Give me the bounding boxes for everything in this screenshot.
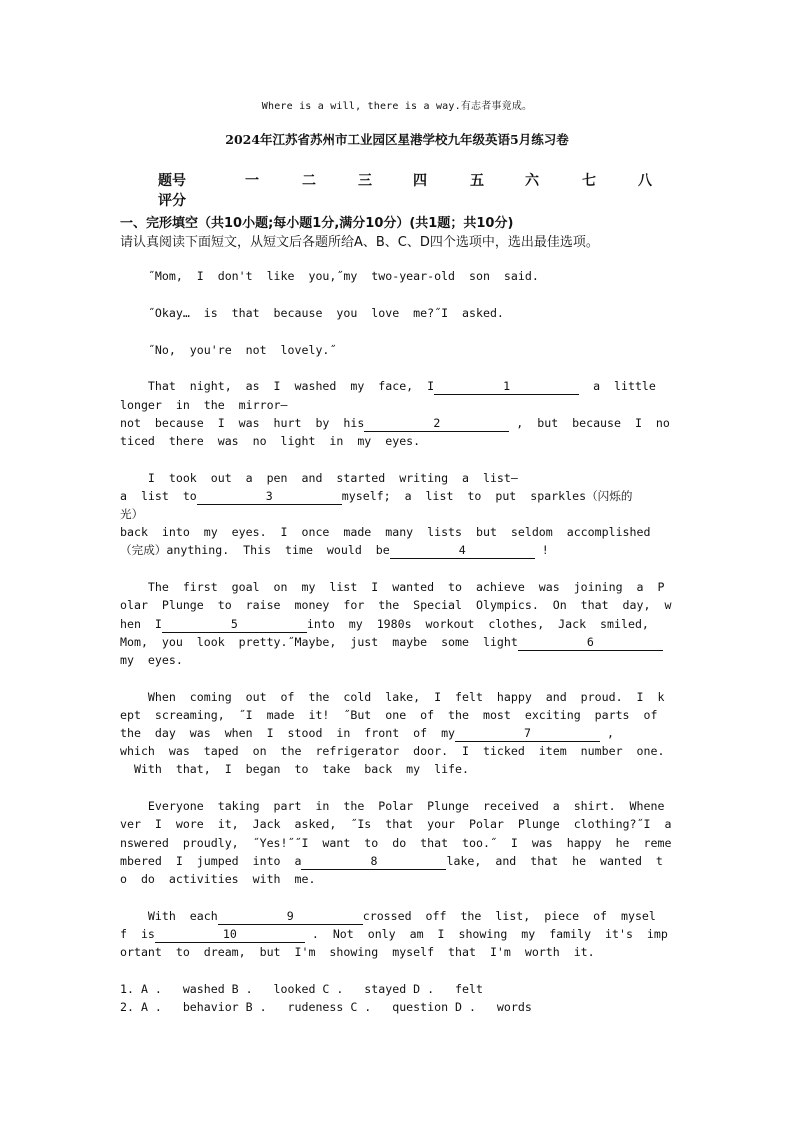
score-col-5: 五 — [470, 173, 484, 189]
score-col-7: 七 — [582, 173, 596, 189]
score-col-8: 八 — [638, 173, 652, 189]
blank-2[interactable]: 2 — [364, 416, 509, 432]
passage-line: Everyone taking part in the Polar Plunge received a shirt. Whene — [120, 799, 665, 813]
passage-line: Mom, you look pretty.˝Maybe, just maybe some light 6 — [120, 633, 676, 651]
score-table-header — [158, 170, 678, 190]
passage-line: （完成）anything. This time would be 4 ! — [120, 543, 549, 557]
blank-9[interactable]: 9 — [218, 909, 363, 925]
passage-line: hen I 5 into my 1980s workout clothes, Jack smiled, — [120, 617, 649, 631]
question-1-options: 1. A . washed B . looked C . stayed D . felt — [120, 982, 483, 996]
blank-7[interactable]: 7 — [455, 726, 600, 742]
motto-header: Where is a will, there is a way.有志者事竟成。 — [261, 101, 533, 112]
passage-line: mbered I jumped into a 8 lake, and that he wanted t — [120, 854, 663, 868]
passage-line: olar Plunge to raise money for the Special Olympics. On that day, w — [120, 598, 672, 612]
passage-line: ˝No, you're not lovely.˝ — [120, 343, 337, 357]
passage-line: back into my eyes. I once made many lists but seldom accomplished — [120, 525, 651, 539]
passage-line: ˝Mom, I don't like you,˝my two-year-old son said. — [120, 269, 539, 283]
passage-line: ortant to dream, but I'm showing myself that I'm worth it. — [120, 945, 595, 959]
passage-line: the day was when I stood in front of my 7 , — [120, 726, 615, 740]
passage-line: The first goal on my list I wanted to achieve was joining a P — [120, 580, 665, 594]
blank-1[interactable]: 1 — [434, 379, 579, 395]
passage-line: When coming out of the cold lake, I felt happy and proud. I k — [120, 690, 665, 704]
passage-line: nswered proudly, ˝Yes!˝˝I want to do that too.˝ I was happy he reme — [120, 836, 672, 850]
blank-6[interactable]: 6 — [518, 635, 663, 651]
score-col-2: 二 — [302, 173, 316, 189]
score-col-6: 六 — [525, 173, 539, 189]
score-col-1: 一 — [245, 173, 259, 189]
section-instruction: 请认真阅读下面短文，从短文后各题所给A、B、C、D四个选项中，选出最佳选项。 — [120, 235, 599, 250]
passage-line: ver I wore it, Jack asked, ˝Is that your Polar Plunge clothing?˝I a — [120, 817, 672, 831]
passage-line: I took out a pen and started writing a list— — [120, 471, 518, 485]
question-2-options: 2. A . behavior B . rudeness C . question D . words — [120, 1000, 532, 1014]
blank-3[interactable]: 3 — [197, 489, 342, 505]
score-row-label: 题号 — [158, 173, 186, 189]
passage-line: not because I was hurt by his 2 , but because I no — [120, 416, 670, 430]
blank-8[interactable]: 8 — [301, 854, 446, 870]
blank-10[interactable]: 10 — [155, 927, 305, 943]
passage-line: With that, I began to take back my life. — [120, 762, 470, 776]
blank-4[interactable]: 4 — [390, 543, 535, 559]
passage-line: That night, as I washed my face, I 1 a little — [120, 379, 656, 393]
passage-line: my eyes. — [120, 653, 183, 667]
blank-5[interactable]: 5 — [162, 617, 307, 633]
page-title: 2024年江苏省苏州市工业园区星港学校九年级英语5月练习卷 — [225, 132, 569, 147]
passage-line: ˝Okay… is that because you love me?˝I asked. — [120, 306, 504, 320]
passage-line: a list to 3 myself; a list to put sparkles（闪烁的 — [120, 489, 633, 503]
passage-line: With each 9 crossed off the list, piece of mysel — [120, 909, 656, 923]
passage-line: longer in the mirror— — [120, 398, 288, 412]
score-col-3: 三 — [358, 173, 372, 189]
passage-line: ticed there was no light in my eyes. — [120, 434, 421, 448]
passage-line: which was taped on the refrigerator door. I ticked item number one. — [120, 744, 665, 758]
section-heading: 一、完形填空（共10小题;每小题1分,满分10分）(共1题；共10分) — [120, 216, 514, 231]
passage-line: f is 10 . Not only am I showing my family it's imp — [120, 927, 668, 941]
score-label: 评分 — [158, 193, 186, 209]
passage-line: 光） — [120, 507, 144, 521]
passage-line: ept screaming, ˝I made it! ˝But one of the most exciting parts of — [120, 708, 658, 722]
score-col-4: 四 — [413, 173, 427, 189]
passage-line: o do activities with me. — [120, 872, 316, 886]
